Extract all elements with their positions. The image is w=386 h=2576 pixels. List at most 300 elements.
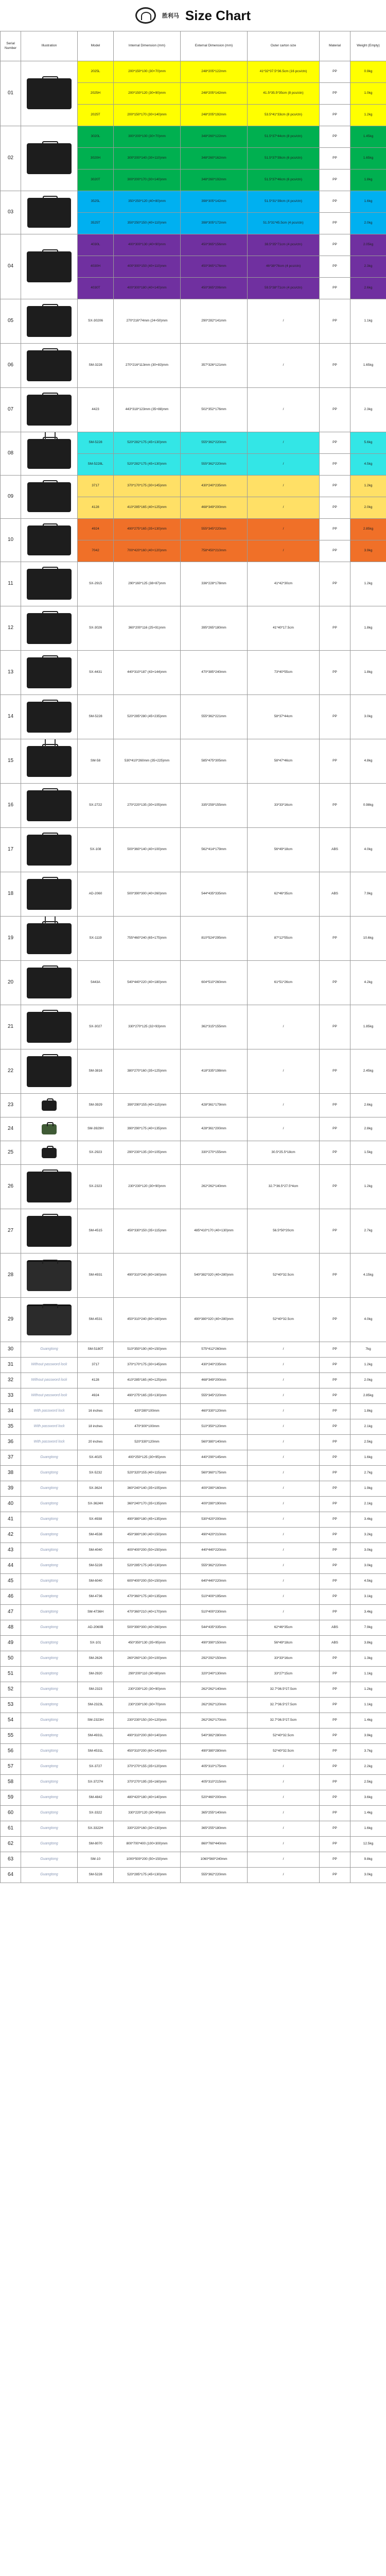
table-row xyxy=(1,872,386,917)
illustration-label: Without password lock xyxy=(31,1363,67,1367)
serial-cell: 14 xyxy=(1,695,21,739)
external-dimension-cell: 470*385*240mm xyxy=(181,651,248,695)
external-dimension-cell: 248*205*142mm xyxy=(181,83,248,105)
internal-dimension-cell: 400*300*130 (40+90)mm xyxy=(114,234,181,256)
model-cell: 4030T xyxy=(78,278,114,299)
col-illustration: Illustration xyxy=(21,31,78,61)
weight-cell: 1.2kg xyxy=(350,1682,386,1698)
weight-cell: 2.6kg xyxy=(350,278,386,299)
illustration-cell xyxy=(21,388,78,432)
carton-size-cell: 59.5*38*71cm (4 pcs/ctn) xyxy=(248,278,320,299)
illustration-label: Without password lock xyxy=(31,1394,67,1398)
table-row xyxy=(1,1744,386,1759)
carton-size-cell: / xyxy=(248,1450,320,1466)
internal-dimension-cell: 520*282*175 (45+130)mm xyxy=(114,432,181,454)
material-cell: PP xyxy=(320,1117,350,1141)
internal-dimension-cell: 450*380*190 (40+150)mm xyxy=(114,1528,181,1543)
internal-dimension-cell: 300*200*140 (30+110)mm xyxy=(114,148,181,170)
illustration-cell xyxy=(21,1790,78,1806)
material-cell: PP xyxy=(320,170,350,191)
model-cell: SX-101 xyxy=(78,1636,114,1651)
weight-cell: 3.0kg xyxy=(350,695,386,739)
internal-dimension-cell: 380*270*160 (35+125)mm xyxy=(114,1049,181,1094)
weight-cell: 3.0kg xyxy=(350,1543,386,1558)
table-row xyxy=(1,1806,386,1821)
case-image-icon xyxy=(27,923,72,954)
weight-cell: 1.4kg xyxy=(350,1806,386,1821)
illustration-cell xyxy=(21,1806,78,1821)
weight-cell: 1.2kg xyxy=(350,476,386,497)
serial-cell: 33 xyxy=(1,1388,21,1404)
weight-cell: 4.0kg xyxy=(350,1298,386,1342)
model-cell: SX-108 xyxy=(78,828,114,872)
illustration-label: Guangtong xyxy=(40,1579,58,1583)
table-row xyxy=(1,1481,386,1497)
weight-cell: 1.8kg xyxy=(350,1404,386,1419)
table-row xyxy=(1,1605,386,1620)
internal-dimension-cell: 350*250*150 (40+110)mm xyxy=(114,213,181,234)
serial-cell: 28 xyxy=(1,1253,21,1298)
material-cell: PP xyxy=(320,126,350,148)
carton-size-cell: 51.5*31*45.5cm (4 pcs/ctn) xyxy=(248,213,320,234)
table-row xyxy=(1,1094,386,1117)
material-cell: PP xyxy=(320,148,350,170)
internal-dimension-cell: 290*160*125 (38+87)mm xyxy=(114,562,181,606)
carton-size-cell: 56*49*18cm xyxy=(248,828,320,872)
carton-size-cell: / xyxy=(248,1388,320,1404)
illustration-cell xyxy=(21,1744,78,1759)
weight-cell: 1.6kg xyxy=(350,191,386,213)
material-cell: PP xyxy=(320,191,350,213)
material-cell: PP xyxy=(320,784,350,828)
illustration-cell xyxy=(21,299,78,344)
serial-cell: 36 xyxy=(1,1435,21,1450)
weight-cell: 1.9kg xyxy=(350,1481,386,1497)
table-row xyxy=(1,1868,386,1883)
material-cell: PP xyxy=(320,1165,350,1209)
material-cell: PP xyxy=(320,1837,350,1852)
model-cell: SM-4736 xyxy=(78,1589,114,1605)
material-cell: PP xyxy=(320,234,350,256)
external-dimension-cell: 544*435*335mm xyxy=(181,1620,248,1636)
external-dimension-cell: 555*345*220mm xyxy=(181,1388,248,1404)
table-row xyxy=(1,1620,386,1636)
model-cell: SX-3322H xyxy=(78,1821,114,1837)
illustration-label: Guangtong xyxy=(40,1471,58,1475)
case-image-icon xyxy=(27,1056,72,1087)
external-dimension-cell: 405*310*215mm xyxy=(181,1775,248,1790)
page-header xyxy=(0,0,386,31)
internal-dimension-cell: 490*275*165 (35+130)mm xyxy=(114,519,181,540)
illustration-cell xyxy=(21,1435,78,1450)
material-cell: PP xyxy=(320,105,350,126)
model-cell: SM-3816 xyxy=(78,1049,114,1094)
internal-dimension-cell: 520*320*155 (40+115)mm xyxy=(114,1466,181,1481)
table-row xyxy=(1,1790,386,1806)
table-row xyxy=(1,606,386,651)
serial-cell: 06 xyxy=(1,344,21,388)
case-image-icon xyxy=(27,350,72,381)
external-dimension-cell: 490*380*280mm xyxy=(181,1744,248,1759)
carton-size-cell: 41.5*35.5*35cm (8 pcs/ctn) xyxy=(248,83,320,105)
case-image-icon xyxy=(27,1012,72,1043)
weight-cell: 2.8kg xyxy=(350,1117,386,1141)
internal-dimension-cell: 500*390*300 (40+260)mm xyxy=(114,872,181,917)
internal-dimension-cell: 470*360*210 (40+170)mm xyxy=(114,1605,181,1620)
weight-cell: 2.3kg xyxy=(350,256,386,278)
internal-dimension-cell: 600*400*200 (50+150)mm xyxy=(114,1574,181,1589)
model-cell: SM-2323L xyxy=(78,1698,114,1713)
model-cell: SX-2722 xyxy=(78,784,114,828)
weight-cell: 5.6kg xyxy=(350,432,386,454)
carton-size-cell: 52*40*32.5cm xyxy=(248,1744,320,1759)
illustration-cell xyxy=(21,519,78,562)
col-external: External Dimension (mm) xyxy=(181,31,248,61)
table-row xyxy=(1,519,386,540)
carton-size-cell: / xyxy=(248,519,320,540)
carton-size-cell: / xyxy=(248,1435,320,1450)
serial-cell: 07 xyxy=(1,388,21,432)
carton-size-cell: 52*40*32.5cm xyxy=(248,1728,320,1744)
table-row xyxy=(1,344,386,388)
carton-size-cell: / xyxy=(248,1821,320,1837)
external-dimension-cell: 262*262*170mm xyxy=(181,1713,248,1728)
illustration-label: Guangtong xyxy=(40,1780,58,1784)
illustration-cell xyxy=(21,126,78,191)
weight-cell: 1.85kg xyxy=(350,1005,386,1049)
carton-size-cell: / xyxy=(248,1512,320,1528)
material-cell: PP xyxy=(320,1404,350,1419)
internal-dimension-cell: 700*420*160 (40+120)mm xyxy=(114,540,181,562)
table-row xyxy=(1,1528,386,1543)
model-cell: SX-30206 xyxy=(78,299,114,344)
internal-dimension-cell: 370*170*175 (30+145)mm xyxy=(114,476,181,497)
table-row xyxy=(1,562,386,606)
table-row xyxy=(1,1253,386,1298)
case-image-icon xyxy=(27,1216,72,1247)
illustration-cell xyxy=(21,1728,78,1744)
table-row xyxy=(1,1543,386,1558)
carton-size-cell: / xyxy=(248,497,320,519)
internal-dimension-cell: 370*170*175 (30+145)mm xyxy=(114,1358,181,1373)
illustration-cell xyxy=(21,695,78,739)
carton-size-cell: / xyxy=(248,1868,320,1883)
model-cell: SM-5228 xyxy=(78,432,114,454)
table-row xyxy=(1,1651,386,1667)
material-cell: PP xyxy=(320,1497,350,1512)
external-dimension-cell: 555*362*220mm xyxy=(181,454,248,476)
external-dimension-cell: 604*510*260mm xyxy=(181,961,248,1005)
illustration-label: Guangtong xyxy=(40,1795,58,1800)
serial-cell: 62 xyxy=(1,1837,21,1852)
carton-size-cell: / xyxy=(248,344,320,388)
serial-cell: 63 xyxy=(1,1852,21,1868)
external-dimension-cell: 560*380*140mm xyxy=(181,1435,248,1450)
weight-cell: 1.2kg xyxy=(350,562,386,606)
illustration-label: Guangtong xyxy=(40,1672,58,1676)
external-dimension-cell: 398*305*172mm xyxy=(181,213,248,234)
weight-cell: 2.2kg xyxy=(350,1759,386,1775)
table-row xyxy=(1,1435,386,1450)
carton-size-cell: 41*32*37.5*36.5cm (16 pcs/ctn) xyxy=(248,61,320,83)
internal-dimension-cell: 520*282*175 (45+130)mm xyxy=(114,454,181,476)
model-cell: SM-4931 xyxy=(78,1253,114,1298)
external-dimension-cell: 555*345*220mm xyxy=(181,519,248,540)
weight-cell: 3.7kg xyxy=(350,1744,386,1759)
illustration-cell xyxy=(21,651,78,695)
material-cell: PP xyxy=(320,344,350,388)
weight-cell: 3.9kg xyxy=(350,1728,386,1744)
material-cell: PP xyxy=(320,519,350,540)
carton-size-cell: / xyxy=(248,1049,320,1094)
internal-dimension-cell: 520*330*120mm xyxy=(114,1435,181,1450)
external-dimension-cell: 290*282*141mm xyxy=(181,299,248,344)
internal-dimension-cell: 500*390*300 (40+260)mm xyxy=(114,1620,181,1636)
illustration-label: Guangtong xyxy=(40,1842,58,1846)
model-cell: 4128 xyxy=(78,497,114,519)
illustration-label: Guangtong xyxy=(40,1734,58,1738)
material-cell: PP xyxy=(320,1852,350,1868)
table-row xyxy=(1,61,386,83)
internal-dimension-cell: 360*240*140 (35+105)mm xyxy=(114,1481,181,1497)
weight-cell: 4.8kg xyxy=(350,739,386,784)
weight-cell: 1.6kg xyxy=(350,1450,386,1466)
illustration-cell xyxy=(21,1605,78,1620)
serial-cell: 21 xyxy=(1,1005,21,1049)
internal-dimension-cell: 450*330*150 (35+115)mm xyxy=(114,1209,181,1253)
illustration-cell xyxy=(21,1821,78,1837)
carton-size-cell: / xyxy=(248,1806,320,1821)
case-image-icon xyxy=(27,835,72,866)
weight-cell: 1.1kg xyxy=(350,1667,386,1682)
material-cell: PP xyxy=(320,917,350,961)
material-cell: PP xyxy=(320,1342,350,1358)
carton-size-cell: / xyxy=(248,1358,320,1373)
weight-cell: 9.8kg xyxy=(350,1852,386,1868)
model-cell: SM-5228 xyxy=(78,695,114,739)
material-cell: PP xyxy=(320,739,350,784)
serial-cell: 38 xyxy=(1,1466,21,1481)
external-dimension-cell: 540*382*280mm xyxy=(181,1728,248,1744)
material-cell: ABS xyxy=(320,872,350,917)
illustration-label: Guangtong xyxy=(40,1873,58,1877)
case-image-icon xyxy=(27,657,72,688)
table-row xyxy=(1,1419,386,1435)
internal-dimension-cell: 470*360*175 (40+135)mm xyxy=(114,1589,181,1605)
illustration-label: Guangtong xyxy=(40,1718,58,1722)
material-cell: ABS xyxy=(320,1636,350,1651)
internal-dimension-cell: 290*200*110 (30+80)mm xyxy=(114,1667,181,1682)
material-cell: PP xyxy=(320,540,350,562)
serial-cell: 08 xyxy=(1,432,21,476)
material-cell: PP xyxy=(320,454,350,476)
serial-cell: 47 xyxy=(1,1605,21,1620)
material-cell: PP xyxy=(320,278,350,299)
serial-cell: 49 xyxy=(1,1636,21,1651)
carton-size-cell: / xyxy=(248,454,320,476)
external-dimension-cell: 555*362*220mm xyxy=(181,1558,248,1574)
weight-cell: 2.0kg xyxy=(350,213,386,234)
internal-dimension-cell: 370*270*195 (35+160)mm xyxy=(114,1775,181,1790)
serial-cell: 12 xyxy=(1,606,21,651)
illustration-cell xyxy=(21,1837,78,1852)
external-dimension-cell: 640*440*220mm xyxy=(181,1574,248,1589)
serial-cell: 18 xyxy=(1,872,21,917)
carton-size-cell: 32.7*36.5*27.5cm xyxy=(248,1713,320,1728)
weight-cell: 1.6kg xyxy=(350,1821,386,1837)
case-image-icon xyxy=(27,143,72,174)
external-dimension-cell: 502*352*176mm xyxy=(181,388,248,432)
external-dimension-cell: 357*326*121mm xyxy=(181,344,248,388)
table-row xyxy=(1,1775,386,1790)
external-dimension-cell: 330*270*155mm xyxy=(181,1141,248,1165)
external-dimension-cell: 544*435*335mm xyxy=(181,872,248,917)
internal-dimension-cell: 490*380*180 (45+135)mm xyxy=(114,1512,181,1528)
model-cell: SM-4531L xyxy=(78,1744,114,1759)
table-row xyxy=(1,476,386,497)
weight-cell: 0.98kg xyxy=(350,784,386,828)
model-cell: 3020H xyxy=(78,148,114,170)
model-cell: 4030H xyxy=(78,256,114,278)
carton-size-cell: 51.5*37*39cm (6 pcs/ctn) xyxy=(248,148,320,170)
model-cell: SM-4538 xyxy=(78,1528,114,1543)
table-row xyxy=(1,432,386,454)
model-cell: SX-3624 xyxy=(78,1481,114,1497)
weight-cell: 2.85kg xyxy=(350,519,386,540)
internal-dimension-cell: 520*285*175 (45+130)mm xyxy=(114,1868,181,1883)
internal-dimension-cell: 270*216*74mm (24+50)mm xyxy=(114,299,181,344)
illustration-cell xyxy=(21,1512,78,1528)
table-row xyxy=(1,1512,386,1528)
illustration-cell xyxy=(21,961,78,1005)
model-cell: 2025T xyxy=(78,105,114,126)
external-dimension-cell: 395*265*180mm xyxy=(181,606,248,651)
external-dimension-cell: 400*280*160mm xyxy=(181,1481,248,1497)
model-cell: 3717 xyxy=(78,1358,114,1373)
material-cell: PP xyxy=(320,476,350,497)
illustration-cell xyxy=(21,1404,78,1419)
external-dimension-cell: 418*335*198mm xyxy=(181,1049,248,1094)
illustration-label: With password lock xyxy=(33,1409,65,1413)
illustration-cell xyxy=(21,1358,78,1373)
internal-dimension-cell: 500*360*140 (40+100)mm xyxy=(114,828,181,872)
material-cell: PP xyxy=(320,1419,350,1435)
serial-cell: 27 xyxy=(1,1209,21,1253)
illustration-label: Guangtong xyxy=(40,1749,58,1753)
page-title: Size Chart xyxy=(185,7,251,23)
weight-cell: 7kg xyxy=(350,1342,386,1358)
material-cell: PP xyxy=(320,1512,350,1528)
material-cell: PP xyxy=(320,562,350,606)
serial-cell: 32 xyxy=(1,1373,21,1388)
external-dimension-cell: 450*365*156mm xyxy=(181,234,248,256)
external-dimension-cell: 450*365*176mm xyxy=(181,256,248,278)
carton-size-cell: 53.5*41*33cm (8 pcs/ctn) xyxy=(248,105,320,126)
serial-cell: 57 xyxy=(1,1759,21,1775)
internal-dimension-cell: 390*290*155 (40+115)mm xyxy=(114,1094,181,1117)
external-dimension-cell: 510*400*230mm xyxy=(181,1605,248,1620)
carton-size-cell: / xyxy=(248,1775,320,1790)
model-cell: SX-4938 xyxy=(78,1512,114,1528)
external-dimension-cell: 510*400*195mm xyxy=(181,1589,248,1605)
model-cell: SX-2915 xyxy=(78,562,114,606)
model-cell: SM-4040 xyxy=(78,1543,114,1558)
weight-cell: 4.0kg xyxy=(350,828,386,872)
table-row xyxy=(1,1049,386,1094)
internal-dimension-cell: 200*150*100 (30+70)mm xyxy=(114,61,181,83)
table-row xyxy=(1,1466,386,1481)
serial-cell: 44 xyxy=(1,1558,21,1574)
model-cell: SX-2323 xyxy=(78,1165,114,1209)
weight-cell: 2.5kg xyxy=(350,1435,386,1450)
internal-dimension-cell: 450*350*130 (35+95)mm xyxy=(114,1636,181,1651)
table-row xyxy=(1,1713,386,1728)
material-cell: PP xyxy=(320,1667,350,1682)
model-cell: 3020L xyxy=(78,126,114,148)
serial-cell: 41 xyxy=(1,1512,21,1528)
size-chart-table xyxy=(0,31,386,1883)
internal-dimension-cell: 360*240*170 (35+135)mm xyxy=(114,1497,181,1512)
model-cell: 2025H xyxy=(78,83,114,105)
internal-dimension-cell: 440*310*187 (43+144)mm xyxy=(114,651,181,695)
case-image-icon xyxy=(27,482,71,512)
illustration-cell xyxy=(21,1528,78,1543)
model-cell: SM-3929 xyxy=(78,1094,114,1117)
weight-cell: 7.9kg xyxy=(350,1620,386,1636)
external-dimension-cell: 860*760*440mm xyxy=(181,1837,248,1852)
model-cell: SM-5228 xyxy=(78,1558,114,1574)
case-image-icon xyxy=(27,439,71,469)
carton-size-cell: / xyxy=(248,1852,320,1868)
carton-size-cell: / xyxy=(248,1574,320,1589)
internal-dimension-cell: 400*300*180 (40+140)mm xyxy=(114,278,181,299)
weight-cell: 7.9kg xyxy=(350,872,386,917)
illustration-cell xyxy=(21,476,78,519)
weight-cell: 10.6kg xyxy=(350,917,386,961)
serial-cell: 61 xyxy=(1,1821,21,1837)
external-dimension-cell: 262*262*140mm xyxy=(181,1682,248,1698)
table-body xyxy=(1,61,386,1883)
illustration-cell xyxy=(21,1209,78,1253)
external-dimension-cell: 262*262*120mm xyxy=(181,1698,248,1713)
weight-cell: 2.05kg xyxy=(350,234,386,256)
weight-cell: 1.0kg xyxy=(350,83,386,105)
serial-cell: 54 xyxy=(1,1713,21,1728)
weight-cell: 2.1kg xyxy=(350,1497,386,1512)
internal-dimension-cell: 400*250*125 (30+95)mm xyxy=(114,1450,181,1466)
weight-cell: 3.9kg xyxy=(350,540,386,562)
illustration-cell xyxy=(21,432,78,476)
model-cell: SX-3027 xyxy=(78,1005,114,1049)
internal-dimension-cell: 200*150*170 (30+140)mm xyxy=(114,105,181,126)
carton-size-cell: 33*27*15cm xyxy=(248,1667,320,1682)
model-cell: SM-6040 xyxy=(78,1574,114,1589)
external-dimension-cell: 365*255*180mm xyxy=(181,1821,248,1837)
model-cell: 3525L xyxy=(78,191,114,213)
serial-cell: 50 xyxy=(1,1651,21,1667)
serial-cell: 03 xyxy=(1,191,21,234)
table-row xyxy=(1,739,386,784)
external-dimension-cell: 540*382*320 (40+280)mm xyxy=(181,1253,248,1298)
col-weight: Weight (Empty) xyxy=(350,31,386,61)
weight-cell: 3.8kg xyxy=(350,1636,386,1651)
serial-cell: 60 xyxy=(1,1806,21,1821)
carton-size-cell: 38.5*35*71cm (4 pcs/ctn) xyxy=(248,234,320,256)
internal-dimension-cell: 480*420*180 (40+140)mm xyxy=(114,1790,181,1806)
material-cell: PP xyxy=(320,1141,350,1165)
material-cell: PP xyxy=(320,1744,350,1759)
external-dimension-cell: 555*362*220mm xyxy=(181,1868,248,1883)
